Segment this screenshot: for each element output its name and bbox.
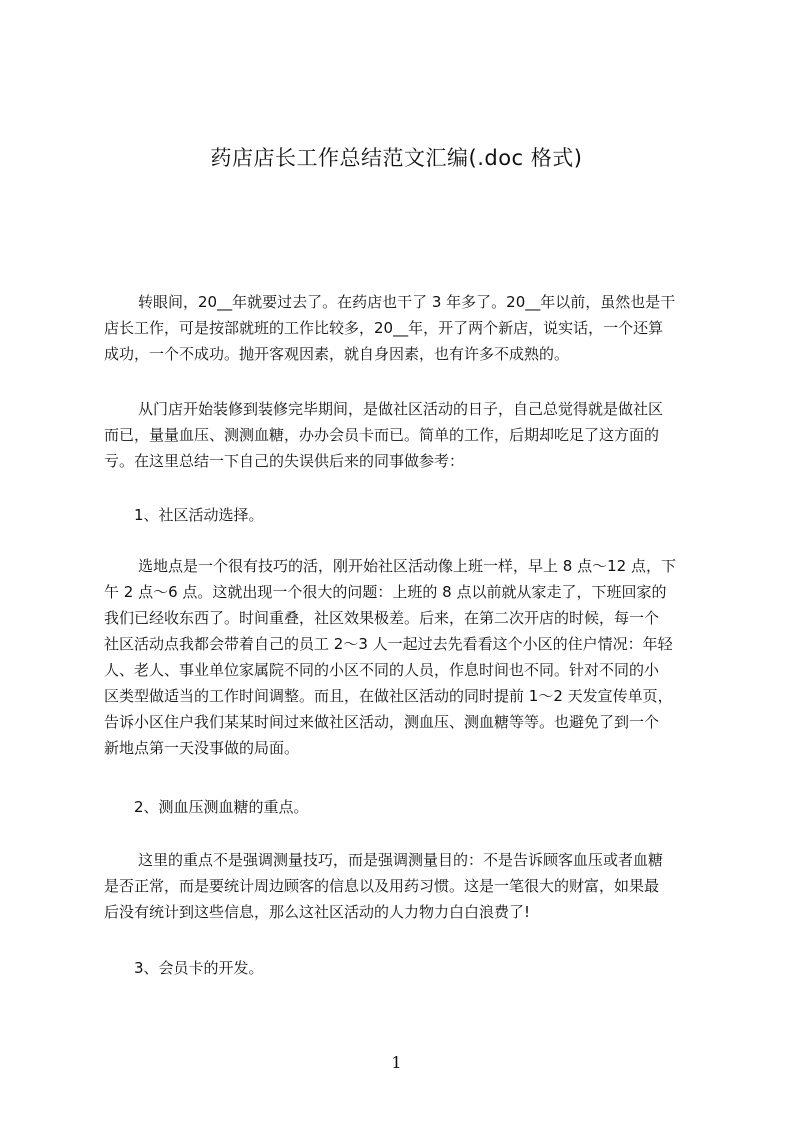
paragraph-line: 新地点第一天没事做的局面。 <box>104 739 300 757</box>
section-heading-1 <box>104 502 698 528</box>
document-title: 药店店长工作总结范文汇编(.doc 格式) <box>210 146 583 170</box>
paragraph-line: 而已，量量血压、测测血糖，办办会员卡而已。简单的工作，后期却吃足了这方面的 <box>104 426 660 444</box>
paragraph-line: 店长工作，可是按部就班的工作比较多，20__年，开了两个新店，说实话，一个还算 <box>104 319 664 337</box>
paragraph-line: 这里的重点不是强调测量技巧，而是强调测量目的：不是告诉顾客血压或者血糖 <box>138 851 664 869</box>
paragraph-line: 选地点是一个很有技巧的活，刚开始社区活动像上班一样，早上 8 点～12 点，下 <box>138 557 676 575</box>
paragraph-line: 人、老人、事业单位家属院不同的小区不同的人员，作息时间也不同。针对不同的小 <box>104 661 660 679</box>
paragraph-line: 亏。在这里总结一下自己的失误供后来的同事做参考： <box>104 452 465 470</box>
section-heading-3 <box>104 955 698 981</box>
section-heading: 1、社区活动选择。 <box>134 506 264 524</box>
paragraph-line: 区类型做适当的工作时间调整。而且，在做社区活动的同时提前 1～2 天发宣传单页， <box>104 687 673 705</box>
paragraph-line: 午 2 点～6 点。这就出现一个很大的问题：上班的 8 点以前就从家走了，下班回家的 <box>104 583 667 601</box>
paragraph-line: 告诉小区住户我们某某时间过来做社区活动，测血压、测血糖等等。也避免了到一个 <box>104 713 660 731</box>
paragraph-line: 从门店开始装修到装修完毕期间，是做社区活动的日子，自己总觉得就是做社区 <box>138 400 664 418</box>
page-number: 1 <box>391 1053 402 1072</box>
paragraph-measurement <box>104 847 698 925</box>
paragraph-line: 成功，一个不成功。抛开客观因素，就自身因素，也有许多不成熟的。 <box>104 345 570 363</box>
paragraph-line: 我们已经收东西了。时间重叠，社区效果极差。后来，在第二次开店的时候，每一个 <box>104 609 660 627</box>
section-heading: 2、测血压测血糖的重点。 <box>134 798 309 816</box>
paragraph-review <box>104 396 698 474</box>
paragraph-line: 后没有统计到这些信息，那么这社区活动的人力物力白白浪费了! <box>104 903 531 921</box>
paragraph-line: 转眼间，20__年就要过去了。在药店也干了 3 年多了。20__年以前，虽然也是干 <box>138 293 676 311</box>
paragraph-line: 社区活动点我都会带着自己的员工 2～3 人一起过去先看看这个小区的住户情况：年轻 <box>104 635 673 653</box>
paragraph-site-selection <box>104 553 698 761</box>
section-heading-2 <box>104 794 698 820</box>
paragraph-line: 是否正常，而是要统计周边顾客的信息以及用药习惯。这是一笔很大的财富，如果最 <box>104 877 660 895</box>
paragraph-intro <box>104 289 698 367</box>
section-heading: 3、会员卡的开发。 <box>134 959 264 977</box>
